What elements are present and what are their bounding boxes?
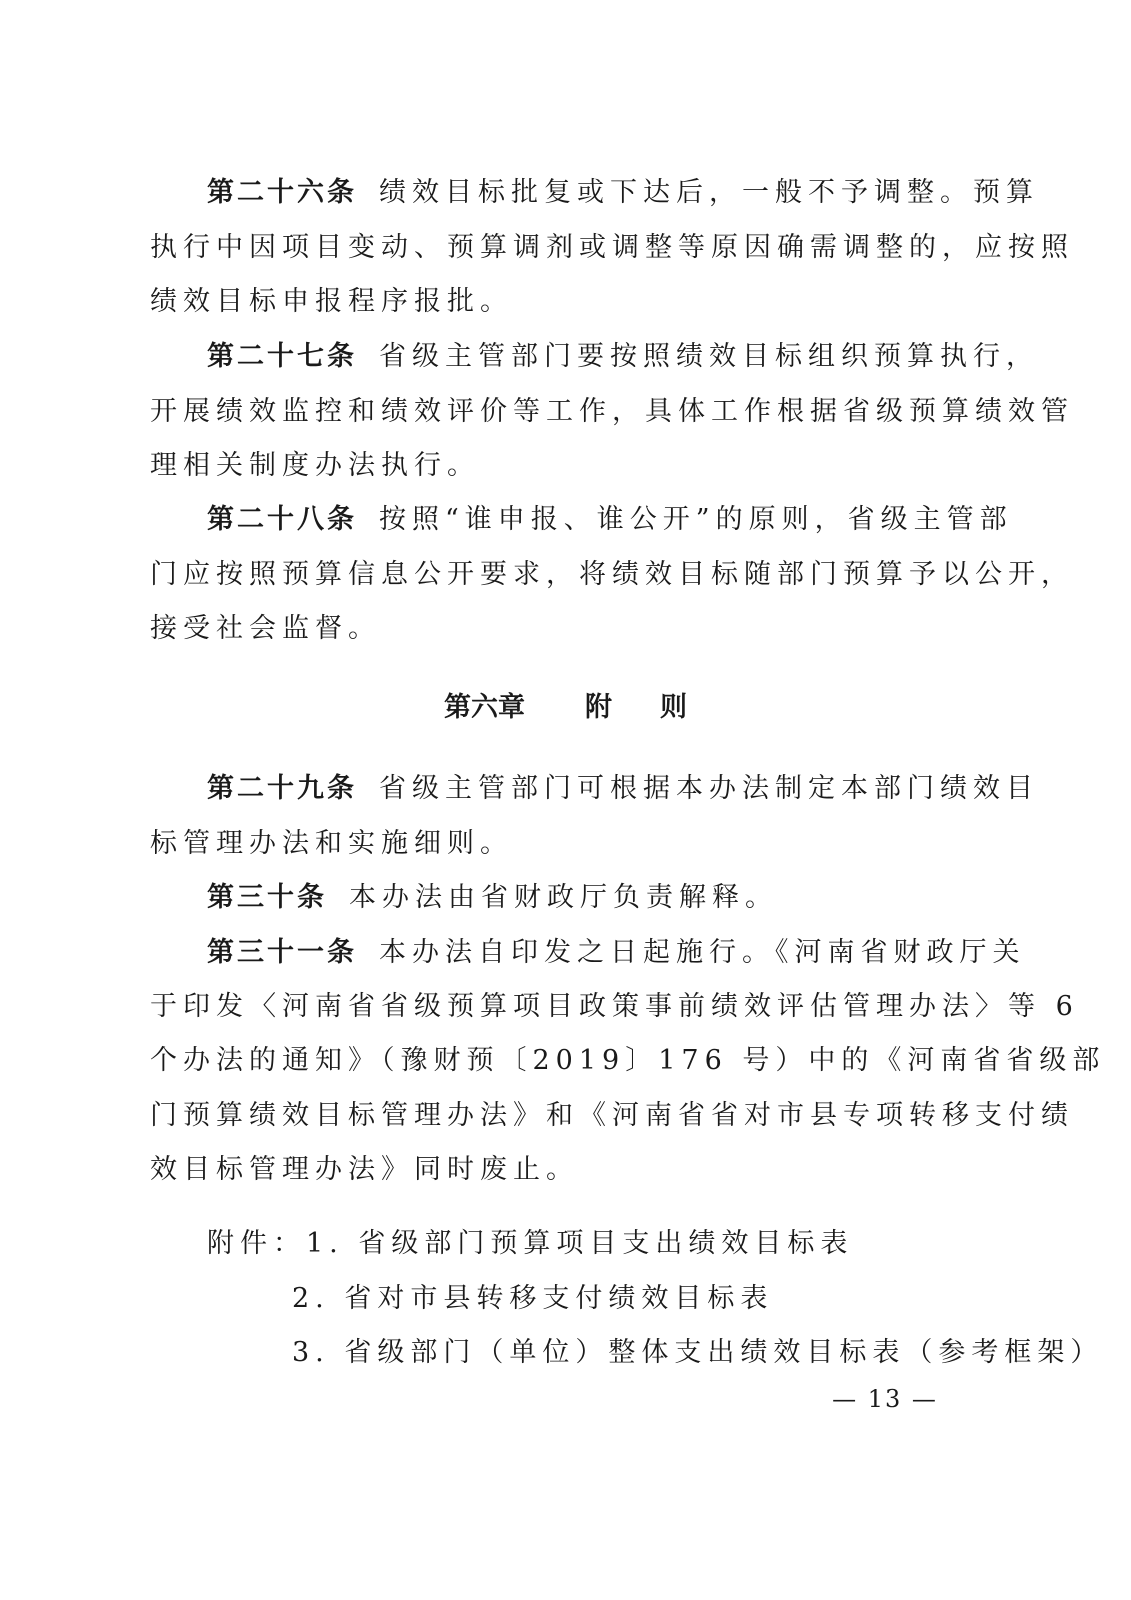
- chapter-heading: [0, 690, 1131, 726]
- article-26-line-3: 绩效目标申报程序报批。: [150, 286, 513, 317]
- attachment-item-1-text: 1. 省级部门预算项目支出绩效目标表: [306, 1228, 854, 1259]
- attachments-label: 附件：: [207, 1228, 306, 1259]
- article-27-title: 第二十七条: [207, 341, 357, 372]
- article-31-line-2: 于印发〈河南省省级预算项目政策事前绩效评估管理办法〉等 6: [150, 991, 1079, 1022]
- article-28-text: 按照“谁申报、谁公开”的原则，省级主管部: [379, 504, 1013, 535]
- chapter-number: 第六章: [444, 692, 525, 723]
- article-31-title: 第三十一条: [207, 937, 357, 968]
- article-31-line-3: 个办法的通知》（豫财预〔2019〕176 号）中的《河南省省级部: [150, 1045, 1106, 1076]
- article-27-line-1: [207, 339, 1039, 375]
- chapter-name-part2: 则: [660, 692, 687, 723]
- article-29-text: 省级主管部门可根据本办法制定本部门绩效目: [379, 773, 1039, 804]
- article-26-title: 第二十六条: [207, 177, 357, 208]
- chapter-name-part1: 附: [585, 692, 612, 723]
- article-30-title: 第三十条: [207, 882, 327, 913]
- article-28-title: 第二十八条: [207, 504, 357, 535]
- page-number: — 13 —: [832, 1385, 938, 1413]
- attachment-item-3: 3. 省级部门（单位）整体支出绩效目标表（参考框架）: [292, 1337, 1104, 1368]
- article-29-line-1: [207, 771, 1039, 807]
- article-27-line-3: 理相关制度办法执行。: [150, 450, 480, 481]
- article-26-line-2: 执行中因项目变动、预算调剂或调整等原因确需调整的，应按照: [150, 232, 1074, 263]
- article-31-line-4: 门预算绩效目标管理办法》和《河南省省对市县专项转移支付绩: [150, 1100, 1074, 1131]
- article-26-text: 绩效目标批复或下达后，一般不予调整。预算: [379, 177, 1039, 208]
- article-28-line-2: 门应按照预算信息公开要求，将绩效目标随部门预算予以公开，: [150, 559, 1074, 590]
- article-26-line-1: [207, 175, 1039, 211]
- article-29-line-2: 标管理办法和实施细则。: [150, 828, 513, 859]
- article-28-line-3: 接受社会监督。: [150, 613, 381, 644]
- article-27-line-2: 开展绩效监控和绩效评价等工作，具体工作根据省级预算绩效管: [150, 396, 1074, 427]
- article-28-line-1: [207, 502, 1013, 538]
- article-31-line-1: [207, 935, 1026, 971]
- article-27-text: 省级主管部门要按照绩效目标组织预算执行，: [379, 341, 1039, 372]
- attachment-item-1: [207, 1226, 970, 1262]
- article-31-text: 本办法自印发之日起施行。《河南省财政厅关: [379, 937, 1026, 968]
- article-29-title: 第二十九条: [207, 773, 357, 804]
- article-31-line-5: 效目标管理办法》同时废止。: [150, 1154, 579, 1185]
- article-30-line-1: [207, 880, 970, 916]
- article-30-text: 本办法由省财政厅负责解释。: [349, 882, 778, 913]
- attachment-item-2: 2. 省对市县转移支付绩效目标表: [292, 1283, 774, 1314]
